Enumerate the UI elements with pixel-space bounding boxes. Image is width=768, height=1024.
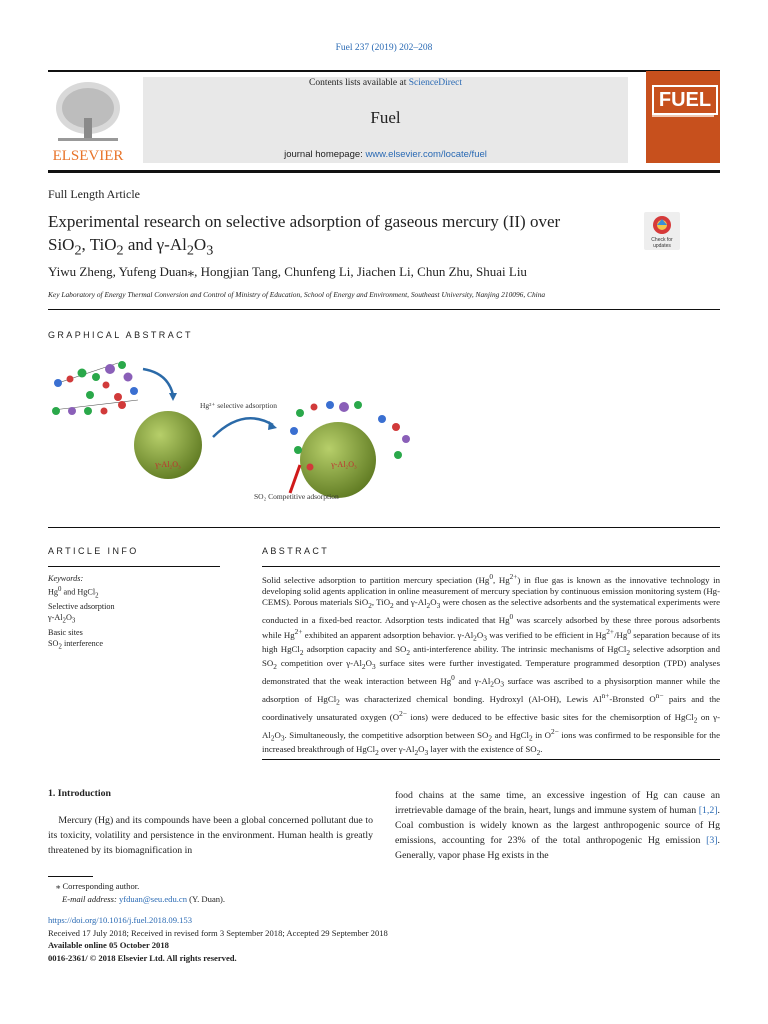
abstract-rule — [262, 566, 720, 567]
article-info-heading: ARTICLE INFO — [48, 546, 139, 556]
keyword-item[interactable]: Selective adsorption — [48, 602, 115, 612]
divider-info — [48, 527, 720, 528]
intro-left-column: Mercury (Hg) and its compounds have been a global concerned pollutant due to its toxicity, volatility and persistence in the environment. Human health is greatly threatened by its biomagnification in — [48, 815, 373, 856]
corresponding-author-note: ⁎ Corresponding author. — [56, 881, 140, 891]
title-line-1: Experimental research on selective adsorption of gaseous mercury (II) over — [48, 212, 561, 231]
sphere-label-right: γ-Al₂O₃ — [331, 460, 357, 469]
sciencedirect-link[interactable]: ScienceDirect — [408, 78, 462, 88]
received-dates: Received 17 July 2018; Received in revised form 3 September 2018; Accepted 29 September 2018 — [48, 928, 388, 938]
homepage-prefix: journal homepage: — [284, 149, 366, 160]
keyword-item[interactable]: Basic sites — [48, 628, 83, 638]
label-selective-adsorption: Hg²⁺ selective adsorption — [200, 401, 278, 410]
cover-title: FUEL — [652, 85, 718, 115]
article-type: Full Length Article — [48, 187, 140, 201]
intro-right-column: food chains at the same time, an excessive ingestion of Hg can cause an irretrievable damage of the brain, heart, lungs and immune system of human [1,2]. Coal combustion is widely known as the largest anthropogenic source of Hg emissions, accounting for 23% of the total anthropogenic Hg emission [3]. Generally, vapor phase Hg exists in the — [395, 790, 720, 861]
author-list: Yiwu Zheng, Yufeng Duan⁎, Hongjian Tang, Chunfeng Li, Jiachen Li, Chun Zhu, Shuai Liu — [48, 264, 527, 279]
label-competitive-adsorption: SO₂ Competitive adsorption — [254, 492, 339, 501]
doi-link[interactable]: https://doi.org/10.1016/j.fuel.2018.09.153 — [48, 915, 193, 925]
elsevier-logo — [48, 78, 128, 164]
email-suffix: (Y. Duan). — [187, 894, 226, 904]
keyword-item[interactable]: $\gamma-Al_2O_3$ — [48, 613, 76, 626]
contents-line — [143, 78, 628, 88]
sphere-label-left: γ-Al₂O₃ — [155, 460, 181, 469]
svg-text:Check for: Check for — [651, 237, 673, 243]
contents-prefix: Contents lists available at — [308, 78, 409, 88]
journal-name: Fuel — [370, 108, 401, 127]
keyword-item[interactable]: Hg$^0$ and HgCl$_2$ — [48, 586, 99, 600]
journal-citation[interactable]: Fuel 237 (2019) 202–208 — [335, 43, 433, 53]
article-info-rule — [48, 566, 220, 567]
graphical-abstract-figure — [48, 355, 428, 510]
graphical-abstract-heading: GRAPHICAL ABSTRACT — [48, 330, 193, 340]
email-label: E-mail address: — [62, 894, 119, 904]
footnote-rule — [48, 876, 93, 877]
keywords-block — [48, 573, 115, 653]
affiliation: Key Laboratory of Energy Thermal Conversion and Control of Ministry of Education, School of Energy and Environment, Southeast University, Nanjing 210096, China — [48, 290, 546, 299]
title-line-2: SiO$_2$, TiO$_2$ and $\gamma-Al_2O_3$ — [48, 235, 214, 259]
homepage-link[interactable]: www.elsevier.com/locate/fuel — [365, 149, 487, 160]
elsevier-wordmark: ELSEVIER — [52, 148, 124, 164]
header-top-rule — [48, 70, 720, 72]
header-bottom-rule — [48, 170, 720, 173]
abstract-text: Solid selective adsorption to partition mercury speciation (Hg$^0$, $Hg^{2+}$) in flue gas is known as the innovative technology in developing solid agents application in online measurement of mercury speciation by continuous emission monitoring system (Hg-CEMS). Porous materials SiO$_2$, TiO$_2$ and $\gamma-Al_2O_3$ were chosen as the selective adsorbents and the systematical experiments were conducted in a fixed-bed reactor. Adsorption tests indicated that Hg$^0$ was scarcely adsorbed by these three porous adsorbents while $Hg^{2+}$ exhibited an apparent adsorption behavior. $\gamma-Al_2O_3$ was verified to be efficient in $Hg^{2+}/Hg^0$ separation because of its high HgCl$_2$ adsorption capacity and $SO_2$ anti-interference ability. The intrinsic mechanisms of HgCl$_2$ selective adsorption and $SO_2$ competition over $\gamma-Al_2O_3$ surface sites were further investigated. Temperature programmed desorption (TPD) analyses demonstrated that the weak interaction between Hg$^0$ and $\gamma-Al_2O_3$ surface was ascribed to a physisorption manner while the adsorption of HgCl$_2$ was characterized chemical bonding. Hydroxyl (Al-OH), Lewis $Al^{n+}$-Bronsted $O^{n-}$ pairs and the coordinatively unsaturated oxygen ($O^{2-}$ ions) were deduced to be effective basic sites for the chemisorption of HgCl$_2$ on $\gamma-Al_2O_3$. Simultaneously, the competitive adsorption between $SO_2$ and HgCl$_2$ in $O^{2-}$ ions was confirmed to be responsible for the increased breakthrough of HgCl$_2$ over $\gamma-Al_2O_3$ layer with the existence of $SO_2$. — [262, 572, 721, 757]
copyright: 0016-2361/ © 2018 Elsevier Ltd. All rights reserved. — [48, 953, 237, 963]
email-link[interactable]: yfduan@seu.edu.cn — [118, 894, 188, 904]
check-updates-icon — [644, 212, 680, 250]
keyword-item[interactable]: $SO_2$ interference — [48, 639, 104, 651]
divider-graphical — [48, 309, 720, 310]
journal-cover[interactable] — [646, 71, 720, 163]
abstract-heading: ABSTRACT — [262, 546, 330, 556]
abstract-bottom-rule — [262, 759, 720, 760]
cover-subtitle-bar — [652, 115, 714, 117]
intro-heading: 1. Introduction — [48, 788, 111, 799]
keywords-label: Keywords: — [48, 574, 84, 583]
available-online: Available online 05 October 2018 — [48, 940, 169, 950]
check-updates-badge[interactable] — [644, 212, 680, 250]
email-line — [62, 893, 225, 905]
svg-text:updates: updates — [653, 243, 671, 249]
homepage-line — [143, 149, 628, 160]
molecule-cluster-left — [52, 361, 138, 415]
article-title — [48, 210, 638, 262]
